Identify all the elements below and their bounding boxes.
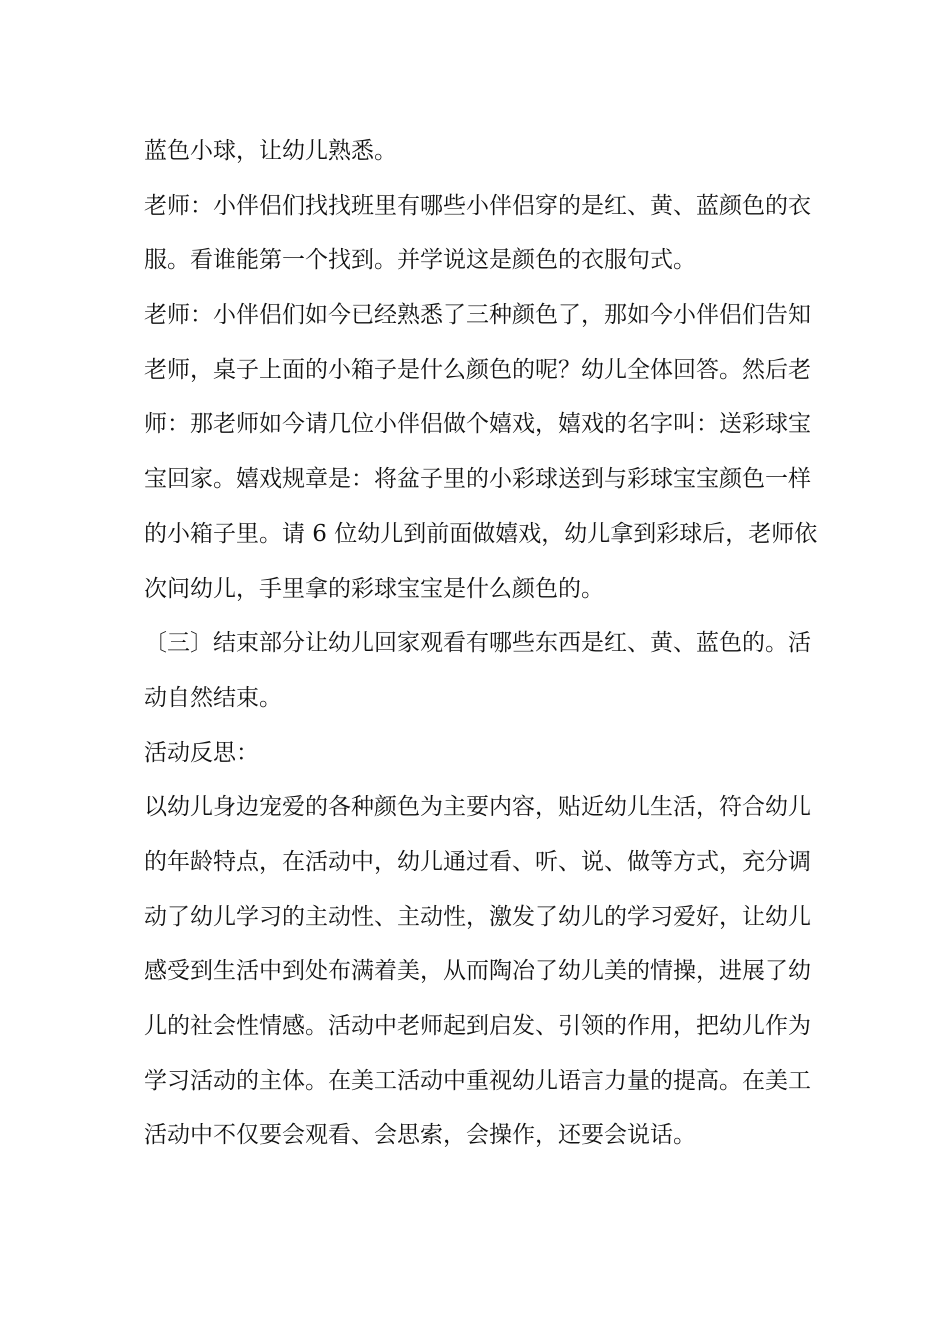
text-line: 次问幼儿，手里拿的彩球宝宝是什么颜色的。 (144, 575, 604, 602)
text-line: 蓝色小球，让幼儿熟悉。 (144, 138, 397, 164)
text-line: 老师，桌子上面的小箱子是什么颜色的呢？幼儿全体回答。然后老 (144, 356, 811, 383)
text-line: 的小箱子里。请 6 位幼儿到前面做嬉戏，幼儿拿到彩球后，老师依 (144, 520, 818, 547)
text-line: 动了幼儿学习的主动性、主动性，激发了幼儿的学习爱好，让幼儿 (144, 903, 811, 930)
text-line: 动自然结束。 (144, 684, 282, 711)
text-line: 老师：小伴侣们找找班里有哪些小伴侣穿的是红、黄、蓝颜色的衣 (144, 192, 811, 219)
text-line: 师：那老师如今请几位小伴侣做个嬉戏，嬉戏的名字叫：送彩球宝 (144, 411, 811, 438)
text-line: 感受到生活中到处布满着美，从而陶冶了幼儿美的情操，进展了幼 (144, 958, 811, 985)
text-line: 的年龄特点，在活动中，幼儿通过看、听、说、做等方式，充分调 (144, 848, 811, 875)
text-line: 〔三〕结束部分让幼儿回家观看有哪些东西是红、黄、蓝色的。活 (144, 630, 811, 657)
section-heading: 活动反思： (144, 739, 259, 766)
text-line: 宝回家。嬉戏规章是：将盆子里的小彩球送到与彩球宝宝颜色一样 (144, 466, 811, 493)
text-line: 儿的社会性情感。活动中老师起到启发、引领的作用，把幼儿作为 (144, 1013, 811, 1039)
text-line: 以幼儿身边宠爱的各种颜色为主要内容，贴近幼儿生活，符合幼儿 (144, 794, 811, 821)
text-line: 活动中不仅要会观看、会思索，会操作，还要会说话。 (144, 1122, 696, 1149)
text-line: 服。看谁能第一个找到。并学说这是颜色的衣服句式。 (144, 247, 696, 274)
body-text (144, 124, 818, 1163)
text-line: 学习活动的主体。在美工活动中重视幼儿语言力量的提高。在美工 (144, 1067, 811, 1094)
text-line: 老师：小伴侣们如今已经熟悉了三种颜色了，那如今小伴侣们告知 (144, 302, 811, 329)
